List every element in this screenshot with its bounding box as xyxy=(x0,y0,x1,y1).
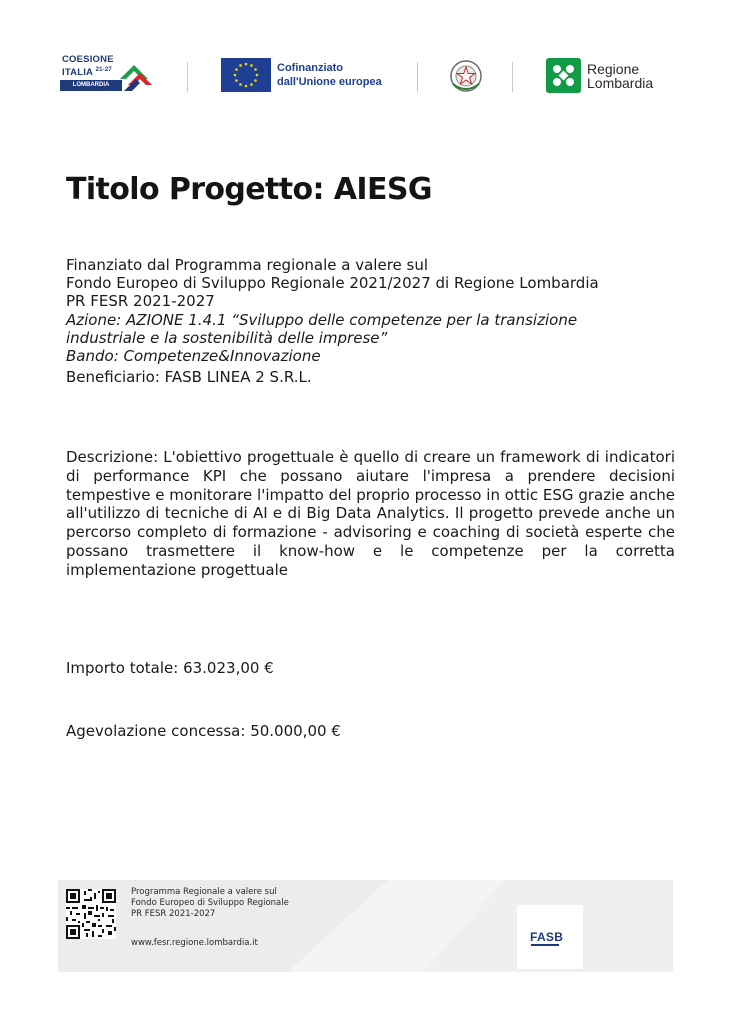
coesione-line1: COESIONE xyxy=(62,54,114,65)
eu-flag-icon xyxy=(221,58,271,92)
importo-totale: Importo totale: 63.023,00 € xyxy=(66,659,274,677)
header-separator xyxy=(512,62,513,92)
footer-line2: Fondo Europeo di Sviluppo Regionale xyxy=(131,898,289,908)
header-separator xyxy=(417,62,418,92)
agevolazione-concessa: Agevolazione concessa: 50.000,00 € xyxy=(66,722,341,740)
footer-line3: PR FESR 2021-2027 xyxy=(131,909,216,919)
regione-lombardia-label xyxy=(587,62,653,90)
funding-info xyxy=(66,256,674,386)
fasb-logo-underline xyxy=(531,944,559,946)
coesione-years: 21-27 xyxy=(95,67,112,73)
info-line1: Finanziato dal Programma regionale a valere sul xyxy=(66,256,429,274)
azione-line1: Azione: AZIONE 1.4.1 “Sviluppo delle competenze per la transizione xyxy=(66,310,578,329)
eu-star xyxy=(256,74,259,77)
project-description: Descrizione: L'obiettivo progettuale è quello di creare un framework di indicatori di performance KPI che possano aiutare l'impresa a prendere decisioni tempestive e monitorare l'impatto del proprio processo in ottic ESG grazie anche all'utilizzo di tecniche di AI e di Big Data Analytics. Il progetto prevede anche un percorso completo di formazione - advisoring e coaching di società esperte che possano trasmettere il know-how e le competenze per la corretta implementazione progettuale xyxy=(66,448,675,579)
eu-star xyxy=(235,79,238,82)
footer-line1: Programma Regionale a valere sul xyxy=(131,887,277,897)
eu-star xyxy=(239,64,242,67)
coesione-line2: ITALIA xyxy=(62,67,93,79)
qr-code[interactable] xyxy=(66,889,116,939)
eu-star xyxy=(234,74,237,77)
eu-line1: Cofinanziato xyxy=(277,62,343,74)
fasb-logo: FASB xyxy=(530,930,564,944)
eu-cofinanced-label xyxy=(277,61,382,89)
regione-line1: Regione xyxy=(587,61,640,77)
coesione-mark-icon xyxy=(118,59,156,93)
footer-program-text xyxy=(131,887,289,920)
italian-emblem-icon xyxy=(448,58,484,94)
eu-star xyxy=(245,85,248,88)
coesione-region: LOMBARDIA xyxy=(60,80,122,91)
info-line2: Fondo Europeo di Sviluppo Regionale 2021/2027 di Regione Lombardia xyxy=(66,274,599,293)
header-separator xyxy=(187,62,188,92)
regione-lombardia-icon xyxy=(546,58,581,93)
eu-star xyxy=(250,83,253,86)
footer-url-link[interactable]: www.fesr.regione.lombardia.it xyxy=(131,938,258,948)
info-line3: PR FESR 2021-2027 xyxy=(66,292,215,311)
regione-line2: Lombardia xyxy=(587,75,654,91)
page-title: Titolo Progetto: AIESG xyxy=(66,172,432,207)
eu-star xyxy=(239,83,242,86)
eu-star xyxy=(254,68,257,71)
azione-line2: industriale e la sostenibilità delle imprese” xyxy=(66,328,388,347)
beneficiario-line: Beneficiario: FASB LINEA 2 S.R.L. xyxy=(66,368,312,387)
eu-line2: dall'Unione europea xyxy=(277,76,382,88)
eu-star xyxy=(245,63,248,66)
eu-star xyxy=(250,64,253,67)
eu-star xyxy=(235,68,238,71)
eu-star xyxy=(254,79,257,82)
bando-line: Bando: Competenze&Innovazione xyxy=(66,347,321,366)
coesione-italia-logo xyxy=(60,55,160,97)
